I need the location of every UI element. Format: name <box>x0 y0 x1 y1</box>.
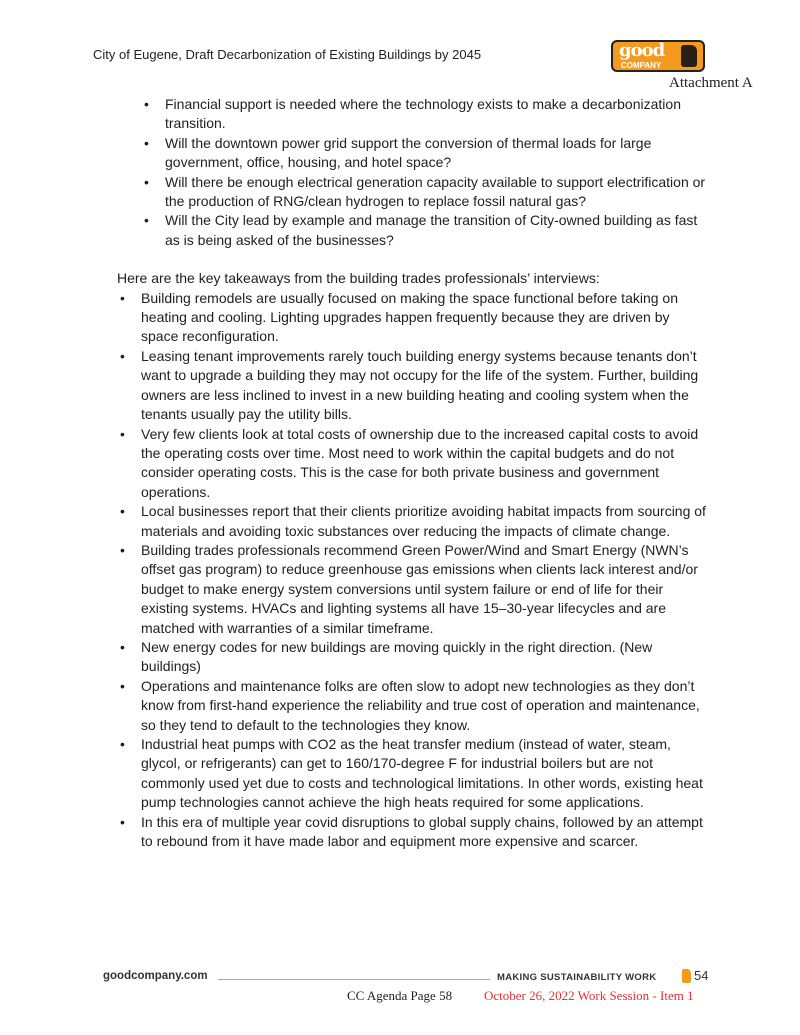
takeaways-intro: Here are the key takeaways from the building trades professionals’ interviews: <box>117 270 600 287</box>
good-company-logo <box>611 40 705 72</box>
header-title: City of Eugene, Draft Decarbonization of Existing Buildings by 2045 <box>93 47 482 62</box>
list-item: • Will the downtown power grid support the conversion of thermal loads for large government, office, housing, and hotel space? <box>165 134 710 173</box>
takeaways-list <box>141 289 709 852</box>
list-item: • Local businesses report that their clients prioritize avoiding habitat impacts from sourcing of materials and avoiding toxic substances over reducing the impacts of climate change. <box>141 502 709 541</box>
concerns-list <box>165 95 710 250</box>
list-item: • Will there be enough electrical generation capacity available to support electrification or the production of RNG/clean hydrogen to replace fossil natural gas? <box>165 173 710 212</box>
logo-good: good <box>619 40 665 61</box>
list-item: • Operations and maintenance folks are often slow to adopt new technologies as they don’t know from first-hand experience the reliability and true cost of operation and maintenance, so they tend to default to the technologies they know. <box>141 677 709 735</box>
agenda-page: CC Agenda Page 58 <box>347 988 453 1003</box>
list-item: • Building trades professionals recommend Green Power/Wind and Smart Energy (NWN’s offset gas program) to reduce greenhouse gas emissions when clients lack interest and/or budget to make energy system conversions until system failure or end of life for their existing systems. HVACs and lighting systems all have 15–30-year lifecycles and are matched with warranties of a similar timeframe. <box>141 541 709 638</box>
footer-tagline: MAKING SUSTAINABILITY WORK <box>497 972 657 983</box>
thumbs-up-icon <box>682 969 691 983</box>
logo-company: COMPANY <box>621 61 662 70</box>
list-item: • Will the City lead by example and manage the transition of City-owned building as fast as is being asked of the businesses? <box>165 211 710 250</box>
page-number: 54 <box>694 968 709 983</box>
list-item: • In this era of multiple year covid disruptions to global supply chains, followed by an attempt to rebound from it have made labor and equipment more expensive and scarcer. <box>141 813 709 852</box>
footer-divider <box>218 979 490 980</box>
list-item: • Leasing tenant improvements rarely touch building energy systems because tenants don’t want to upgrade a building they may not occupy for the life of the system. Further, building owners are less inclined to invest in a new building heating and cooling system when the tenants usually pay the utility bills. <box>141 347 709 425</box>
footer-website: goodcompany.com <box>103 970 208 982</box>
list-item: • Very few clients look at total costs of ownership due to the increased capital costs to avoid the operating costs over time. Most need to work within the capital budgets and do not consider operating costs. This is the case for both private business and government operations. <box>141 425 709 503</box>
list-item: • Building remodels are usually focused on making the space functional before taking on heating and cooling. Lighting upgrades happen frequently because they are driven by space reconfiguration. <box>141 289 709 347</box>
list-item: • Financial support is needed where the technology exists to make a decarbonization transition. <box>165 95 710 134</box>
list-item: • Industrial heat pumps with CO2 as the heat transfer medium (instead of water, steam, glycol, or refrigerants) can get to 160/170-degree F for industrial boilers but are not commonly used yet due to costs and technological limitations. In other words, existing heat pump technologies cannot achieve the high heats required for some applications. <box>141 735 709 813</box>
work-session-label: October 26, 2022 Work Session - Item 1 <box>484 988 694 1003</box>
attachment-label: Attachment A <box>669 75 753 91</box>
document-body <box>117 95 712 851</box>
list-item: • New energy codes for new buildings are moving quickly in the right direction. (New buildings) <box>141 638 709 677</box>
thumbs-up-icon <box>681 45 697 67</box>
